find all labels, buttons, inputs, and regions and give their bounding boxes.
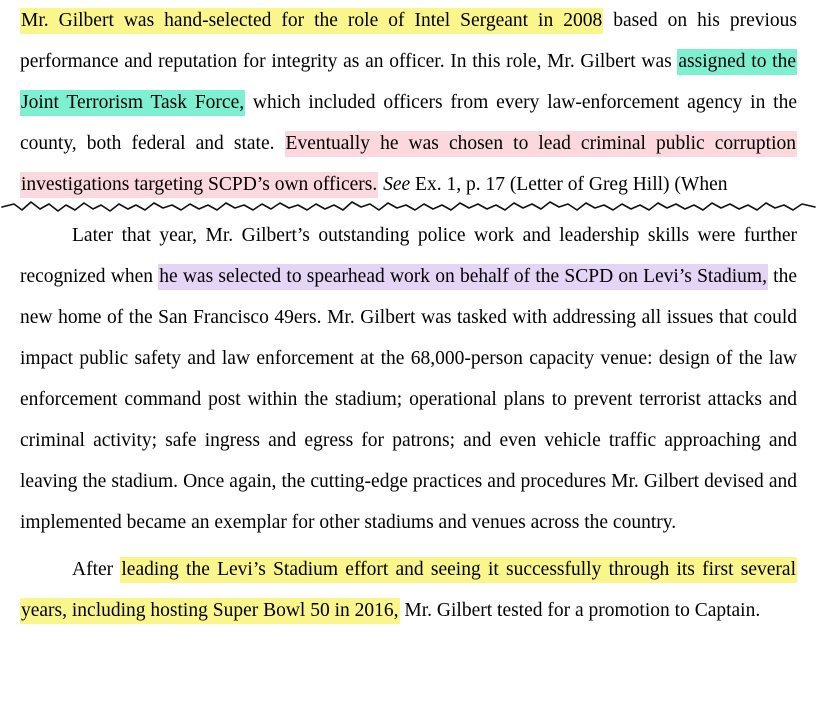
paragraph-text (20, 0, 797, 205)
highlight-yellow-intel-sergeant: Mr. Gilbert was hand-selected for the role of Intel Sergeant in 2008 (20, 8, 603, 34)
plain-text-run: the new home of the San Francisco 49ers. Mr. Gilbert was tasked with addressing all issues that could impact public safety and law enforcement at the 68,000-person capacity venue: design of the law enforcement command post within the stadium; operational plans to prevent terrorist attacks and criminal activity; safe ingress and egress for patrons; and even vehicle traffic approaching and leaving the stadium. Once again, the cutting-edge practices and procedures Mr. Gilbert devised and implemented became an exemplar for other stadiums and venues across the country. (20, 266, 798, 533)
paragraph-captain-promotion (20, 549, 797, 631)
citation-signal: See (383, 174, 411, 195)
plain-text-run: based on his previous performance and reputation for integrity as an officer. In this role, Mr. Gilbert was (20, 10, 797, 72)
highlight-cyan-jttf: assigned to the Joint Terrorism Task Force, (20, 49, 797, 116)
citation-text: Ex. 1, p. 17 (Letter of Greg Hill) (When (410, 174, 728, 195)
highlight-pink-corruption: Eventually he was chosen to lead criminal public corruption investigations targeting SCPD’s own officers. (20, 131, 797, 198)
top-paragraph-fragment (20, 0, 797, 212)
highlight-purple-levis-stadium: he was selected to spearhead work on behalf of the SCPD on Levi’s Stadium, (158, 264, 768, 290)
paragraph-levis-stadium (20, 215, 797, 543)
plain-text-run: After (72, 559, 121, 580)
plain-text-run: Later that year, Mr. Gilbert’s outstanding police work and leadership skills were further recognized when (20, 225, 797, 287)
plain-text-run: which included officers from every law-enforcement agency in the county, both federal and state. (20, 92, 797, 154)
lower-paragraphs (20, 215, 797, 631)
plain-text-run: Mr. Gilbert tested for a promotion to Captain. (399, 600, 761, 621)
highlight-yellow-super-bowl: leading the Levi’s Stadium effort and seeing it successfully through its first several years, including hosting Super Bowl 50 in 2016, (20, 557, 797, 624)
